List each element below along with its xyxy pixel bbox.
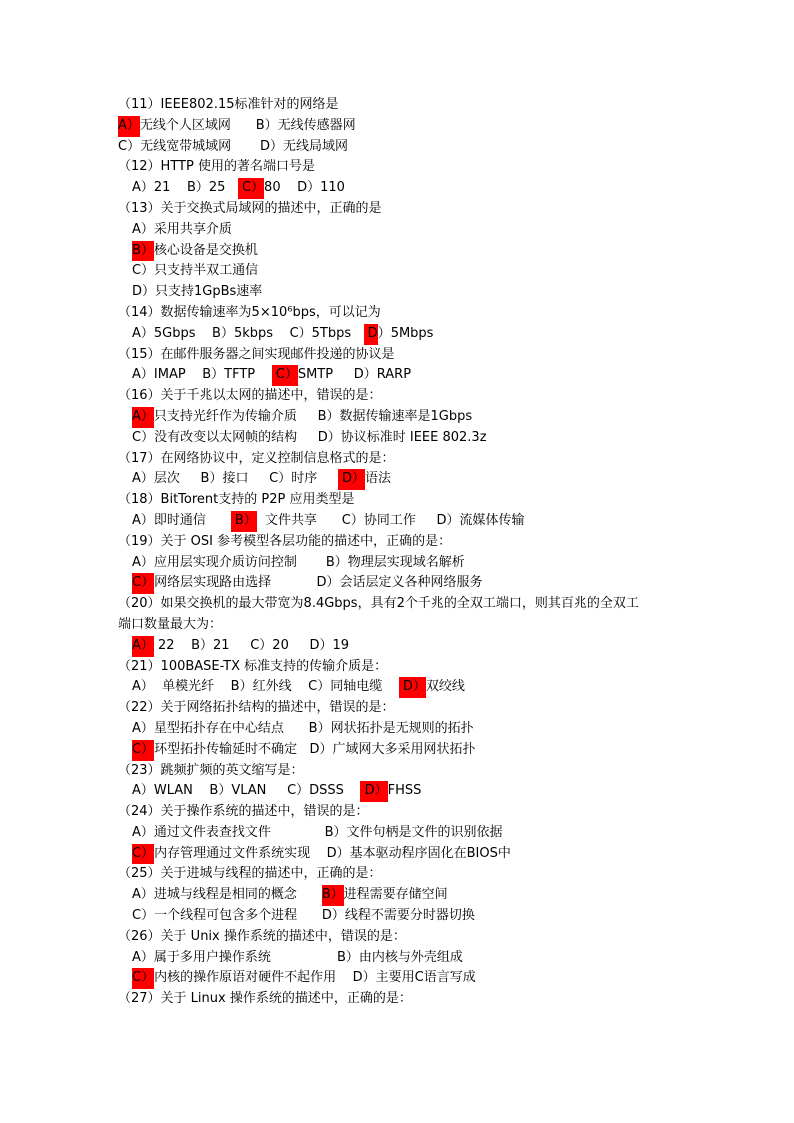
line-text: （21）100BASE-TX 标准支持的传输介质是： xyxy=(118,658,388,674)
question-line xyxy=(0,386,794,407)
line-text: （16）关于千兆以太网的描述中，错误的是： xyxy=(118,388,382,404)
question-line xyxy=(0,761,794,782)
line-text: A）IMAP B）TFTP xyxy=(132,367,272,383)
line-text: A）21 B）25 xyxy=(132,180,238,196)
line-text: D）只支持1GpBs速率 xyxy=(132,284,263,300)
line-text: 22 B）21 C）20 D）19 xyxy=(153,637,350,653)
answer-highlight: B） xyxy=(231,511,257,532)
line-text: A）通过文件表查找文件 B）文件句柄是文件的识别依据 xyxy=(132,824,503,840)
option-line xyxy=(0,282,794,303)
line-text: A）层次 B）接口 C）时序 xyxy=(132,471,338,487)
answer-highlight: C） xyxy=(238,178,264,199)
option-line xyxy=(0,469,794,490)
line-text: 端口数量最大为： xyxy=(118,616,223,632)
option-line xyxy=(0,636,794,657)
question-line xyxy=(0,989,794,1010)
question-line xyxy=(0,532,794,553)
line-text: （22）关于网络拓扑结构的描述中，错误的是： xyxy=(118,700,395,716)
line-text: 语法 xyxy=(365,471,392,487)
line-text: （13）关于交换式局域网的描述中，正确的是 xyxy=(118,200,382,216)
line-text: 核心设备是交换机 xyxy=(153,242,258,258)
question-line xyxy=(0,698,794,719)
answer-highlight: C） xyxy=(132,844,154,865)
line-text: A） 单模光纤 B）红外线 C）同轴电缆 xyxy=(132,679,399,695)
line-text: （11）IEEE802.15标准针对的网络是 xyxy=(118,97,339,112)
line-text: （14）数据传输速率为5×10⁶bps，可以记为 xyxy=(118,304,381,320)
option-line xyxy=(0,137,794,158)
question-line xyxy=(0,594,794,615)
option-line xyxy=(0,573,794,594)
line-text: ）5Mbps xyxy=(377,325,434,341)
line-text: A）5Gbps B）5kbps C）5Tbps xyxy=(132,325,364,341)
line-text: （12）HTTP 使用的著名端口号是 xyxy=(118,159,315,175)
line-text: 只支持光纤作为传输介质 B）数据传输速率是1Gbps xyxy=(153,408,473,424)
answer-highlight: B） xyxy=(322,885,344,906)
line-text: （26）关于 Unix 操作系统的描述中，错误的是： xyxy=(118,928,406,944)
line-text: （19）关于 OSI 参考模型各层功能的描述中，正确的是： xyxy=(118,533,452,549)
line-text: 双绞线 xyxy=(425,679,465,695)
option-line xyxy=(0,719,794,740)
question-line xyxy=(0,864,794,885)
question-line xyxy=(0,490,794,511)
option-line xyxy=(0,365,794,386)
answer-highlight: C） xyxy=(132,573,154,594)
line-text: 文件共享 C）协同工作 D）流媒体传输 xyxy=(256,512,525,528)
question-line xyxy=(0,157,794,178)
question-line xyxy=(0,345,794,366)
question-line xyxy=(0,95,794,116)
option-line xyxy=(0,511,794,532)
line-text: FHSS xyxy=(387,783,422,799)
option-line xyxy=(0,781,794,802)
option-line xyxy=(0,241,794,262)
answer-highlight: D） xyxy=(360,781,387,802)
line-text: 环型拓扑传输延时不确定 D）广域网大多采用网状拓扑 xyxy=(154,741,476,757)
question-line xyxy=(0,199,794,220)
option-line xyxy=(0,615,794,636)
option-line xyxy=(0,428,794,449)
option-line xyxy=(0,823,794,844)
option-line xyxy=(0,116,794,137)
line-text: 内核的操作原语对硬件不起作用 D）主要用C语言写成 xyxy=(154,970,476,986)
answer-highlight: A） xyxy=(118,116,140,137)
line-text: A）采用共享介质 xyxy=(132,221,232,237)
line-text: （27）关于 Linux 操作系统的描述中，正确的是： xyxy=(118,991,412,1007)
answer-highlight: D xyxy=(364,324,378,345)
line-text: 网络层实现路由选择 D）会话层定义各种网络服务 xyxy=(154,575,483,591)
option-line xyxy=(0,553,794,574)
question-line xyxy=(0,449,794,470)
line-text: A）进城与线程是相同的概念 xyxy=(132,887,322,903)
line-text: SMTP D）RARP xyxy=(297,367,412,383)
line-text: A）即时通信 xyxy=(132,512,231,528)
line-text: 无线个人区域网 B）无线传感器网 xyxy=(139,117,356,133)
option-line xyxy=(0,968,794,989)
option-line xyxy=(0,178,794,199)
answer-highlight: B） xyxy=(132,241,154,262)
line-text: （24）关于操作系统的描述中，错误的是： xyxy=(118,804,369,820)
answer-highlight: C） xyxy=(272,365,298,386)
answer-highlight: C） xyxy=(132,968,154,989)
question-document xyxy=(0,95,794,1010)
answer-highlight: D） xyxy=(399,677,426,698)
option-line xyxy=(0,677,794,698)
line-text: A）WLAN B）VLAN C）DSSS xyxy=(132,783,361,799)
question-line xyxy=(0,657,794,678)
line-text: （23）跳频扩频的英文缩写是： xyxy=(118,762,304,778)
line-text: （25）关于进城与线程的描述中，正确的是： xyxy=(118,866,382,882)
option-line xyxy=(0,407,794,428)
line-text: C）没有改变以太网帧的结构 D）协议标准时 IEEE 802.3z xyxy=(132,429,487,445)
option-line xyxy=(0,948,794,969)
line-text: A）属于多用户操作系统 B）由内核与外壳组成 xyxy=(132,949,463,965)
line-text: （20）如果交换机的最大带宽为8.4Gbps，具有2个千兆的全双工端口，则其百兆的全双工 xyxy=(118,596,639,612)
option-line xyxy=(0,906,794,927)
line-text: C）一个线程可包含多个进程 D）线程不需要分时器切换 xyxy=(132,908,475,924)
line-text: 内存管理通过文件系统实现 D）基本驱动程序固化在BIOS中 xyxy=(154,845,511,861)
line-text: A）星型拓扑存在中心结点 B）网状拓扑是无规则的拓扑 xyxy=(132,720,474,736)
answer-highlight: C） xyxy=(132,740,154,761)
line-text: （18）BitTorent支持的 P2P 应用类型是 xyxy=(118,492,355,508)
line-text: C）只支持半双工通信 xyxy=(132,263,259,279)
option-line xyxy=(0,844,794,865)
line-text: （15）在邮件服务器之间实现邮件投递的协议是 xyxy=(118,346,395,362)
line-text: A）应用层实现介质访问控制 B）物理层实现域名解析 xyxy=(132,554,465,570)
question-line xyxy=(0,802,794,823)
line-text: （17）在网络协议中，定义控制信息格式的是： xyxy=(118,450,395,466)
option-line xyxy=(0,261,794,282)
answer-highlight: A） xyxy=(132,636,154,657)
question-line xyxy=(0,303,794,324)
question-line xyxy=(0,927,794,948)
line-text: 进程需要存储空间 xyxy=(343,887,448,903)
line-text: C）无线宽带城域网 D）无线局域网 xyxy=(118,138,349,154)
answer-highlight: D） xyxy=(338,469,365,490)
option-line xyxy=(0,324,794,345)
answer-highlight: A） xyxy=(132,407,154,428)
option-line xyxy=(0,220,794,241)
option-line xyxy=(0,740,794,761)
line-text: 80 D）110 xyxy=(264,180,345,196)
option-line xyxy=(0,885,794,906)
